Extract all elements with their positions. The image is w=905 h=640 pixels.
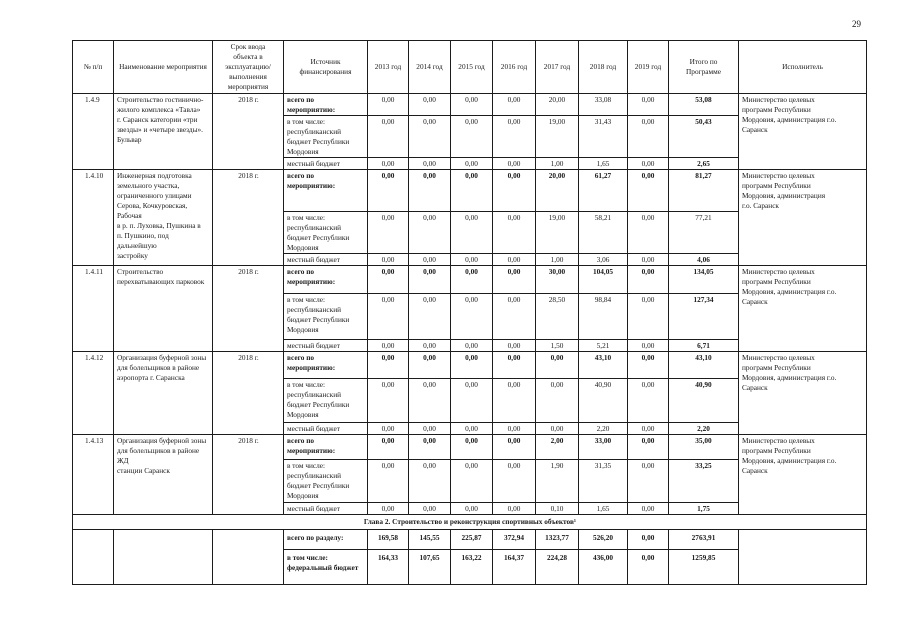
funding-source-label: местный бюджет: [284, 158, 368, 170]
header-row: [73, 41, 867, 94]
header-num: № п/п: [73, 41, 114, 94]
measure-row: [73, 170, 867, 212]
value-2018: 1,65: [579, 503, 628, 515]
value-2019: 0,00: [628, 379, 669, 423]
value-2019: 0,00: [628, 340, 669, 352]
value-2017: 1,50: [536, 340, 579, 352]
value-2017: 30,00: [536, 266, 579, 294]
measure-deadline: 2018 г.: [213, 266, 284, 352]
value-total: 53,08: [669, 94, 739, 116]
value-2013: 0,00: [368, 294, 409, 340]
value-total: 40,90: [669, 379, 739, 423]
measure-number: 1.4.13: [73, 435, 114, 515]
funding-source-label: в том числе: республиканский бюджет Республики Мордовия: [284, 460, 368, 503]
value-total: 43,10: [669, 352, 739, 379]
value-2019: 0,00: [628, 158, 669, 170]
value-total: 134,05: [669, 266, 739, 294]
empty-cell: [73, 530, 114, 585]
value-2013: 0,00: [368, 379, 409, 423]
value-2017: 20,00: [536, 170, 579, 212]
value-2019: 0,00: [628, 530, 669, 550]
value-2017: 20,00: [536, 94, 579, 116]
value-2014: 0,00: [409, 423, 451, 435]
value-2015: 0,00: [451, 435, 493, 460]
value-2019: 0,00: [628, 550, 669, 585]
value-2018: 58,21: [579, 212, 628, 254]
empty-cell: [739, 530, 867, 585]
value-2018: 40,90: [579, 379, 628, 423]
value-2016: 0,00: [493, 379, 536, 423]
funding-source-label: всего по мероприятию:: [284, 435, 368, 460]
value-2014: 0,00: [409, 158, 451, 170]
value-2013: 0,00: [368, 460, 409, 503]
value-2016: 0,00: [493, 94, 536, 116]
value-2014: 145,55: [409, 530, 451, 550]
header-year-2014: 2014 год: [409, 41, 451, 94]
program-table: [72, 40, 867, 585]
value-2018: 3,06: [579, 254, 628, 266]
value-2017: 19,00: [536, 212, 579, 254]
measure-deadline: 2018 г.: [213, 170, 284, 266]
value-2016: 0,00: [493, 460, 536, 503]
value-2016: 0,00: [493, 503, 536, 515]
value-2015: 0,00: [451, 460, 493, 503]
value-2017: 1,00: [536, 158, 579, 170]
executor: Министерство целевых программ Республики Мордовия, администрация г.о. Саранск: [739, 266, 867, 352]
value-2014: 0,00: [409, 116, 451, 158]
header-name: Наименование мероприятия: [114, 41, 213, 94]
value-2015: 0,00: [451, 503, 493, 515]
value-2014: 0,00: [409, 254, 451, 266]
value-2017: 1,90: [536, 460, 579, 503]
value-2013: 0,00: [368, 158, 409, 170]
header-year-2015: 2015 год: [451, 41, 493, 94]
funding-source-label: в том числе: республиканский бюджет Республики Мордовия: [284, 212, 368, 254]
value-total: 50,43: [669, 116, 739, 158]
value-total: 6,71: [669, 340, 739, 352]
value-total: 1259,85: [669, 550, 739, 585]
header-source: Источник финансирования: [284, 41, 368, 94]
value-2016: 0,00: [493, 158, 536, 170]
funding-source-label: всего по мероприятию:: [284, 170, 368, 212]
value-2018: 5,21: [579, 340, 628, 352]
value-2016: 0,00: [493, 294, 536, 340]
measure-row: [73, 352, 867, 379]
value-2017: 0,00: [536, 352, 579, 379]
value-2015: 0,00: [451, 116, 493, 158]
value-2017: 0,00: [536, 423, 579, 435]
value-2018: 61,27: [579, 170, 628, 212]
empty-cell: [114, 530, 213, 585]
value-2014: 0,00: [409, 379, 451, 423]
value-2013: 0,00: [368, 94, 409, 116]
funding-source-label: всего по мероприятию:: [284, 94, 368, 116]
page-number: 29: [852, 19, 861, 29]
value-2014: 0,00: [409, 435, 451, 460]
section-title-row: [73, 515, 867, 530]
value-2019: 0,00: [628, 94, 669, 116]
value-2017: 28,50: [536, 294, 579, 340]
value-2013: 0,00: [368, 212, 409, 254]
value-2017: 19,00: [536, 116, 579, 158]
value-total: 81,27: [669, 170, 739, 212]
value-2016: 0,00: [493, 266, 536, 294]
value-2019: 0,00: [628, 435, 669, 460]
value-2015: 0,00: [451, 266, 493, 294]
value-2015: 0,00: [451, 340, 493, 352]
funding-source-label: в том числе: республиканский бюджет Республики Мордовия: [284, 379, 368, 423]
value-2013: 0,00: [368, 435, 409, 460]
value-2018: 436,00: [579, 550, 628, 585]
value-total: 33,25: [669, 460, 739, 503]
value-2016: 0,00: [493, 170, 536, 212]
value-2014: 0,00: [409, 212, 451, 254]
value-total: 2,65: [669, 158, 739, 170]
value-2018: 98,84: [579, 294, 628, 340]
value-2013: 0,00: [368, 116, 409, 158]
value-2016: 0,00: [493, 423, 536, 435]
value-2016: 0,00: [493, 435, 536, 460]
value-2015: 0,00: [451, 379, 493, 423]
funding-source-label: местный бюджет: [284, 340, 368, 352]
value-2016: 0,00: [493, 254, 536, 266]
funding-source-label: в том числе: федеральный бюджет: [284, 550, 368, 585]
value-2017: 1,00: [536, 254, 579, 266]
value-2016: 0,00: [493, 352, 536, 379]
value-2014: 107,65: [409, 550, 451, 585]
value-2015: 0,00: [451, 212, 493, 254]
header-year-2019: 2019 год: [628, 41, 669, 94]
value-2019: 0,00: [628, 503, 669, 515]
measure-deadline: 2018 г.: [213, 352, 284, 435]
value-2018: 2,20: [579, 423, 628, 435]
value-2013: 0,00: [368, 170, 409, 212]
funding-source-label: местный бюджет: [284, 423, 368, 435]
value-2016: 0,00: [493, 340, 536, 352]
section-total-row: [73, 530, 867, 550]
funding-source-label: всего по мероприятию:: [284, 266, 368, 294]
measure-number: 1.4.9: [73, 94, 114, 170]
value-2016: 164,37: [493, 550, 536, 585]
value-2014: 0,00: [409, 340, 451, 352]
value-2017: 224,28: [536, 550, 579, 585]
value-2018: 1,65: [579, 158, 628, 170]
value-2015: 0,00: [451, 254, 493, 266]
measure-deadline: 2018 г.: [213, 94, 284, 170]
value-2019: 0,00: [628, 423, 669, 435]
value-2017: 0,00: [536, 379, 579, 423]
executor: Министерство целевых программ Республики Мордовия, администрация г.о. Саранск: [739, 435, 867, 515]
value-2014: 0,00: [409, 266, 451, 294]
value-2014: 0,00: [409, 94, 451, 116]
value-2015: 0,00: [451, 158, 493, 170]
value-2013: 0,00: [368, 266, 409, 294]
value-2019: 0,00: [628, 352, 669, 379]
value-2018: 33,00: [579, 435, 628, 460]
value-2018: 31,43: [579, 116, 628, 158]
value-2018: 31,35: [579, 460, 628, 503]
executor: Министерство целевых программ Республики Мордовия, администрация г.о. Саранск: [739, 94, 867, 170]
funding-source-label: местный бюджет: [284, 503, 368, 515]
header-executor: Исполнитель: [739, 41, 867, 94]
header-year-2018: 2018 год: [579, 41, 628, 94]
empty-cell: [213, 530, 284, 585]
header-year-2016: 2016 год: [493, 41, 536, 94]
value-2018: 33,08: [579, 94, 628, 116]
value-2016: 0,00: [493, 116, 536, 158]
value-2013: 0,00: [368, 352, 409, 379]
value-2013: 0,00: [368, 254, 409, 266]
value-2019: 0,00: [628, 212, 669, 254]
value-2017: 2,00: [536, 435, 579, 460]
value-total: 1,75: [669, 503, 739, 515]
value-2019: 0,00: [628, 266, 669, 294]
funding-source-label: всего по разделу:: [284, 530, 368, 550]
value-2015: 0,00: [451, 94, 493, 116]
measure-name: Организация буферной зоны для болельщиков в районе аэропорта г. Саранска: [114, 352, 213, 435]
value-2019: 0,00: [628, 254, 669, 266]
funding-source-label: в том числе: республиканский бюджет Республики Мордовия: [284, 116, 368, 158]
measure-row: [73, 94, 867, 116]
measure-row: [73, 435, 867, 460]
value-2018: 43,10: [579, 352, 628, 379]
value-2013: 0,00: [368, 340, 409, 352]
value-2019: 0,00: [628, 170, 669, 212]
value-total: 4,06: [669, 254, 739, 266]
funding-source-label: местный бюджет: [284, 254, 368, 266]
value-2015: 0,00: [451, 352, 493, 379]
header-year-2017: 2017 год: [536, 41, 579, 94]
value-2014: 0,00: [409, 460, 451, 503]
executor: Министерство целевых программ Республики Мордовия, администрация г.о. Саранск: [739, 170, 867, 266]
executor: Министерство целевых программ Республики Мордовия, администрация г.о. Саранск: [739, 352, 867, 435]
value-2014: 0,00: [409, 170, 451, 212]
value-2016: 372,94: [493, 530, 536, 550]
measure-name: Инженерная подготовка земельного участка, ограниченного улицами Серова, Кочкуровская, Рабочая в р. п. Луховка, Пушкина в п. Пушкино, под дальнейшую застройку: [114, 170, 213, 266]
value-2014: 0,00: [409, 503, 451, 515]
value-2015: 0,00: [451, 170, 493, 212]
value-2015: 163,22: [451, 550, 493, 585]
value-2013: 164,33: [368, 550, 409, 585]
value-total: 2763,91: [669, 530, 739, 550]
value-2015: 225,87: [451, 530, 493, 550]
value-2017: 0,10: [536, 503, 579, 515]
header-year-2013: 2013 год: [368, 41, 409, 94]
measure-name: Строительство гостинично- жилого комплекса «Тавла» г. Саранск категории «три звезды» и «четыре звезды». Бульвар: [114, 94, 213, 170]
measure-name: Строительство перехватывающих парковок: [114, 266, 213, 352]
measure-number: 1.4.11: [73, 266, 114, 352]
header-deadline: Срок ввода объекта в эксплуатацию/ выполнения мероприятия: [213, 41, 284, 94]
value-2014: 0,00: [409, 294, 451, 340]
funding-source-label: всего по мероприятию:: [284, 352, 368, 379]
value-2013: 0,00: [368, 423, 409, 435]
funding-source-label: в том числе: республиканский бюджет Республики Мордовия: [284, 294, 368, 340]
value-total: 127,34: [669, 294, 739, 340]
value-2019: 0,00: [628, 116, 669, 158]
value-total: 35,00: [669, 435, 739, 460]
value-2019: 0,00: [628, 460, 669, 503]
measure-deadline: 2018 г.: [213, 435, 284, 515]
value-2013: 0,00: [368, 503, 409, 515]
value-2019: 0,00: [628, 294, 669, 340]
value-2015: 0,00: [451, 294, 493, 340]
value-2014: 0,00: [409, 352, 451, 379]
section-title: Глава 2. Строительство и реконструкция спортивных объектов¹: [73, 515, 867, 530]
measure-row: [73, 266, 867, 294]
value-2016: 0,00: [493, 212, 536, 254]
value-2018: 526,20: [579, 530, 628, 550]
measure-number: 1.4.10: [73, 170, 114, 266]
value-2015: 0,00: [451, 423, 493, 435]
value-2013: 169,58: [368, 530, 409, 550]
measure-number: 1.4.12: [73, 352, 114, 435]
measure-name: Организация буферной зоны для болельщиков в районе ЖД станции Саранск: [114, 435, 213, 515]
value-total: 2,20: [669, 423, 739, 435]
value-2017: 1323,77: [536, 530, 579, 550]
value-2018: 104,05: [579, 266, 628, 294]
value-total: 77,21: [669, 212, 739, 254]
header-total: Итого по Программе: [669, 41, 739, 94]
